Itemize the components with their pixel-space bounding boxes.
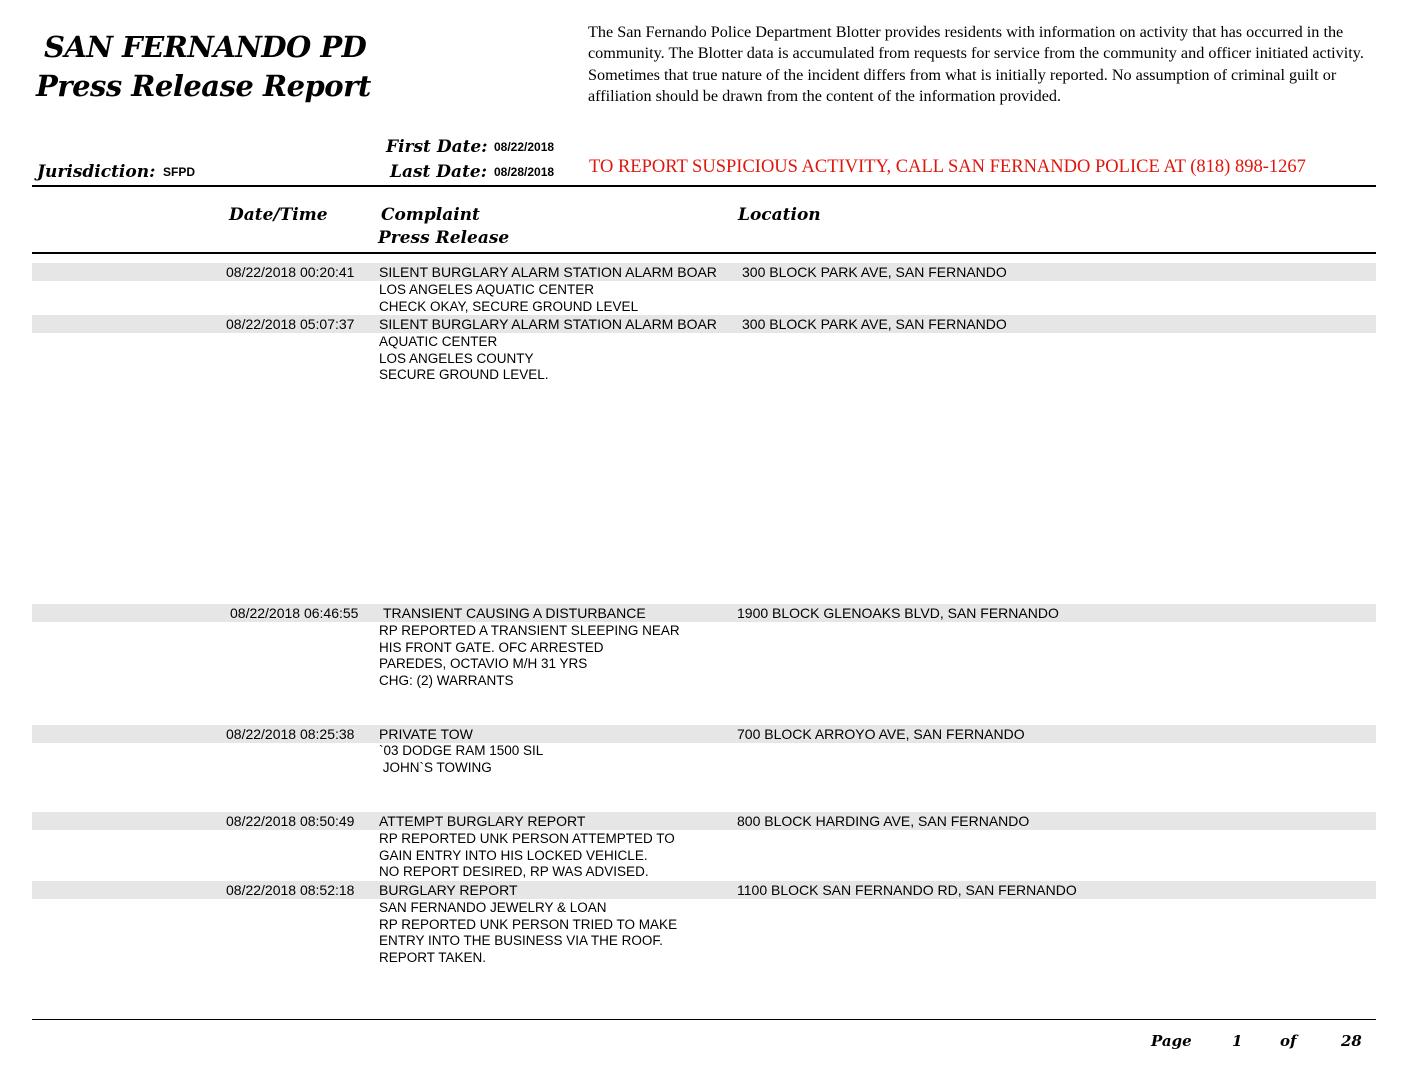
last-date-value: 08/28/2018 [494, 165, 555, 179]
incident-datetime: 08/22/2018 08:52:18 [226, 882, 355, 898]
last-date-label: Last Date: [390, 162, 488, 182]
incident-location: 300 BLOCK PARK AVE, SAN FERNANDO [742, 264, 1007, 280]
column-header-complaint: Complaint [381, 205, 480, 225]
first-date-label: First Date: [386, 137, 488, 157]
jurisdiction-value: SFPD [163, 165, 196, 179]
incident-complaint: PRIVATE TOW [379, 726, 473, 742]
column-header-location: Location [738, 205, 821, 225]
jurisdiction-label: Jurisdiction: [37, 162, 156, 182]
disclaimer-text: The San Fernando Police Department Blotter provides residents with information on activity that has occurred in the community. The Blotter data is accumulated from requests for service from the community and officer initiated activity. Sometimes that true nature of the incident differs from what is initially reported. No assumption of criminal guilt or affiliation should be drawn from the content of the information provided. [588, 23, 1364, 105]
incident-press-release: RP REPORTED UNK PERSON ATTEMPTED TO GAIN ENTRY INTO HIS LOCKED VEHICLE. NO REPORT DESIRED, RP WAS ADVISED. [379, 831, 675, 880]
suspicious-activity-alert: TO REPORT SUSPICIOUS ACTIVITY, CALL SAN FERNANDO POLICE AT (818) 898-1267 [589, 157, 1306, 177]
incident-datetime: 08/22/2018 08:50:49 [226, 813, 355, 829]
incident-press-release: `03 DODGE RAM 1500 SIL JOHN`S TOWING [379, 743, 544, 775]
incident-location: 1100 BLOCK SAN FERNANDO RD, SAN FERNANDO [737, 882, 1077, 898]
incident-complaint: BURGLARY REPORT [379, 882, 518, 898]
incident-location: 700 BLOCK ARROYO AVE, SAN FERNANDO [737, 726, 1025, 742]
column-header-press-release: Press Release [378, 228, 510, 248]
first-date-value: 08/22/2018 [494, 140, 555, 154]
header-divider [32, 185, 1376, 187]
column-header-datetime: Date/Time [229, 205, 328, 225]
incident-press-release: RP REPORTED A TRANSIENT SLEEPING NEAR HIS FRONT GATE. OFC ARRESTED PAREDES, OCTAVIO M/H 31 YRS CHG: (2) WARRANTS [379, 623, 680, 689]
page-label: Page [1151, 1032, 1192, 1050]
of-label: of [1280, 1032, 1297, 1050]
page-number: 1 [1232, 1032, 1243, 1050]
incident-complaint: SILENT BURGLARY ALARM STATION ALARM BOAR [379, 264, 717, 280]
incident-press-release: LOS ANGELES AQUATIC CENTER CHECK OKAY, SECURE GROUND LEVEL [379, 282, 639, 314]
incident-complaint: ATTEMPT BURGLARY REPORT [379, 813, 586, 829]
incident-datetime: 08/22/2018 08:25:38 [226, 726, 355, 742]
incident-press-release: AQUATIC CENTER LOS ANGELES COUNTY SECURE GROUND LEVEL. [379, 334, 549, 383]
agency-name: SAN FERNANDO PD [44, 30, 367, 64]
incident-datetime: 08/22/2018 06:46:55 [230, 605, 359, 621]
incident-complaint: SILENT BURGLARY ALARM STATION ALARM BOAR [379, 316, 717, 332]
report-title: Press Release Report [36, 69, 371, 103]
incident-location: 300 BLOCK PARK AVE, SAN FERNANDO [742, 316, 1007, 332]
incident-complaint: TRANSIENT CAUSING A DISTURBANCE [383, 605, 646, 621]
column-header-divider [32, 252, 1376, 254]
incident-location: 800 BLOCK HARDING AVE, SAN FERNANDO [737, 813, 1030, 829]
total-pages: 28 [1341, 1032, 1362, 1050]
incident-datetime: 08/22/2018 00:20:41 [226, 264, 355, 280]
incident-press-release: SAN FERNANDO JEWELRY & LOAN RP REPORTED UNK PERSON TRIED TO MAKE ENTRY INTO THE BUSINESS VIA THE ROOF. REPORT TAKEN. [379, 900, 678, 966]
footer-divider [32, 1019, 1376, 1020]
incident-location: 1900 BLOCK GLENOAKS BLVD, SAN FERNANDO [737, 605, 1059, 621]
incident-datetime: 08/22/2018 05:07:37 [226, 316, 355, 332]
